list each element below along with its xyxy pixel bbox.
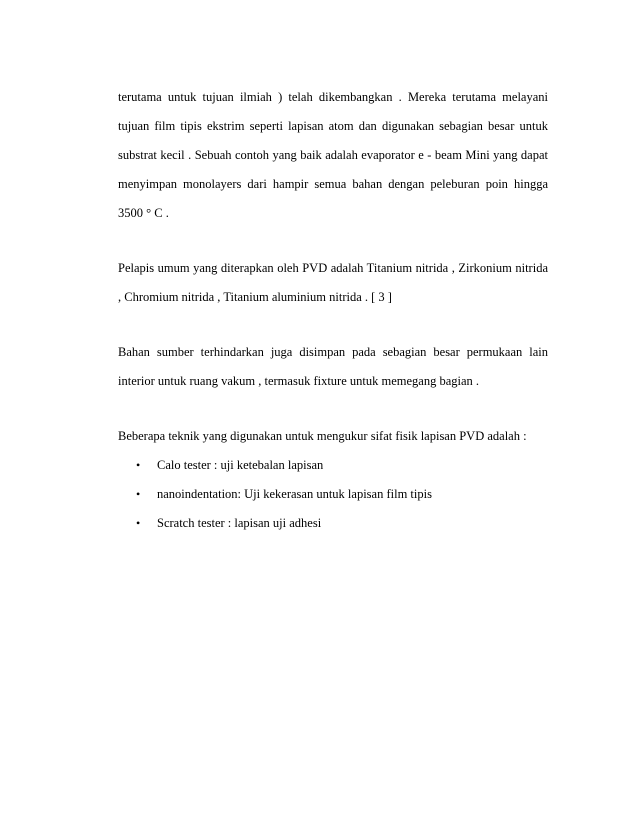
paragraph-gap (118, 312, 548, 338)
text-line: terutama untuk tujuan ilmiah ) telah dikembangkan . Mereka terutama melayani (118, 90, 548, 104)
text-line: Beberapa teknik yang digunakan untuk mengukur sifat fisik lapisan PVD adalah : (118, 429, 527, 443)
document-body (118, 83, 548, 538)
text-line: Bahan sumber terhindarkan juga disimpan pada sebagian besar permukaan lain (118, 345, 548, 359)
list-item-text: nanoindentation: Uji kekerasan untuk lapisan film tipis (157, 487, 432, 501)
paragraph-gap (118, 228, 548, 254)
list-item-text: Calo tester : uji ketebalan lapisan (157, 458, 324, 472)
paragraph-gap (118, 396, 548, 422)
list-item (118, 451, 548, 480)
paragraph-source-material (118, 338, 548, 396)
text-line: tujuan film tipis ekstrim seperti lapisan atom dan digunakan sebagian besar untuk (118, 119, 548, 133)
bullet-icon: • (136, 458, 141, 472)
text-line: 3500 ° C . (118, 206, 169, 220)
paragraph-coatings (118, 254, 548, 312)
list-item (118, 509, 548, 538)
text-line: menyimpan monolayers dari hampir semua bahan dengan peleburan poin hingga (118, 177, 548, 191)
bullet-list (118, 451, 548, 538)
bullet-icon: • (136, 516, 141, 530)
text-line: Pelapis umum yang diterapkan oleh PVD adalah Titanium nitrida , Zirkonium nitrida (118, 261, 548, 275)
list-item (118, 480, 548, 509)
paragraph-evaporator (118, 83, 548, 228)
text-line: , Chromium nitrida , Titanium aluminium nitrida . [ 3 ] (118, 290, 392, 304)
paragraph-measurement-intro (118, 422, 548, 451)
list-item-text: Scratch tester : lapisan uji adhesi (157, 516, 322, 530)
text-line: substrat kecil . Sebuah contoh yang baik adalah evaporator e - beam Mini yang dapat (118, 148, 548, 162)
text-line: interior untuk ruang vakum , termasuk fixture untuk memegang bagian . (118, 374, 480, 388)
bullet-icon: • (136, 487, 141, 501)
